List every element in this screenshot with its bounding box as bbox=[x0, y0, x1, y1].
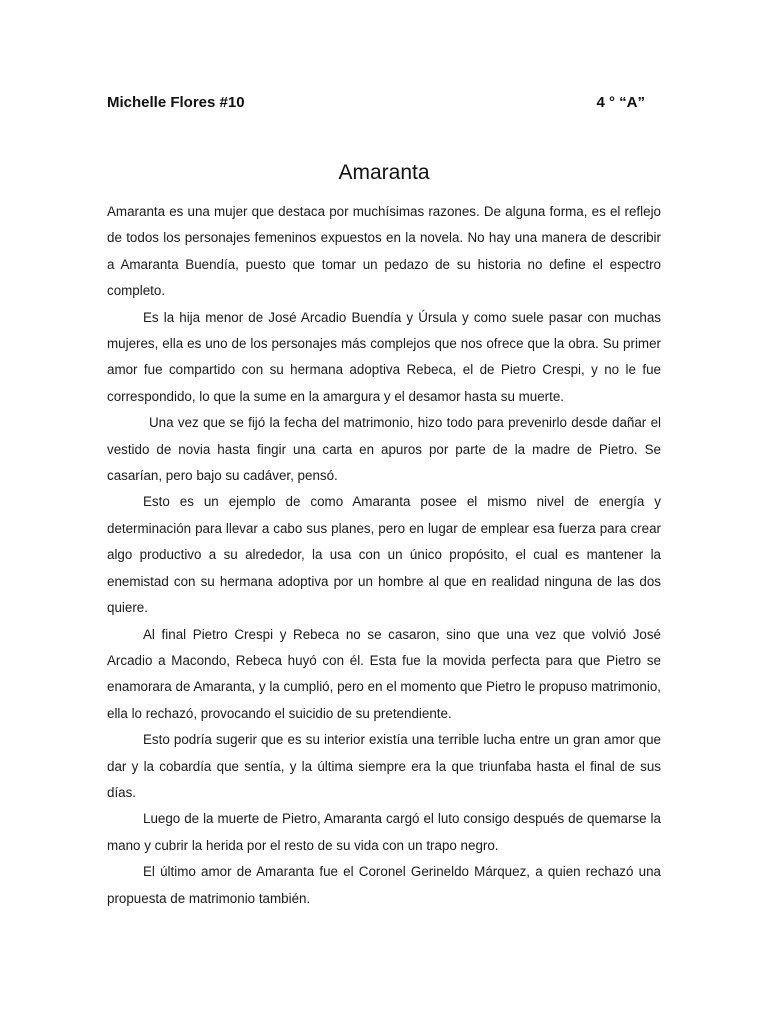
document-header bbox=[107, 94, 661, 118]
paragraph-3: Una vez que se fijó la fecha del matrimonio, hizo todo para prevenirlo desde dañar el vestido de novia hasta fingir una carta en apuros por parte de la madre de Pietro. Se casarían, pero bajo su cadáver, pensó. bbox=[107, 415, 661, 484]
paragraph-1: Amaranta es una mujer que destaca por muchísimas razones. De alguna forma, es el reflejo de todos los personajes femeninos expuestos en la novela. No hay una manera de describir a Amaranta Buendía, puesto que tomar un pedazo de su historia no define el espectro completo. bbox=[107, 204, 661, 299]
document-body bbox=[107, 199, 661, 912]
author-line: Michelle Flores #10 bbox=[107, 94, 245, 111]
paragraph-5: Al final Pietro Crespi y Rebeca no se casaron, sino que una vez que volvió José Arcadio a Macondo, Rebeca huyó con él. Esta fue la movida perfecta para que Pietro se enamorara de Amaranta, y la cumplió, pero en el momento que Pietro le propuso matrimonio, ella lo rechazó, provocando el suicidio de su pretendiente. bbox=[107, 626, 661, 721]
document-title: Amaranta bbox=[338, 161, 430, 184]
paragraph-2: Es la hija menor de José Arcadio Buendía y Úrsula y como suele pasar con muchas mujeres, ella es uno de los personajes más complejos que nos ofrece que la obra. Su primer amor fue compartido con su hermana adoptiva Rebeca, el de Pietro Crespi, y no le fue correspondido, lo que la sume en la amargura y el desamor hasta su muerte. bbox=[107, 309, 661, 404]
paragraph-7: Luego de la muerte de Pietro, Amaranta cargó el luto consigo después de quemarse la mano y cubrir la herida por el resto de su vida con un trapo negro. bbox=[107, 811, 661, 853]
paragraph-8: El último amor de Amaranta fue el Coronel Gerineldo Márquez, a quien rechazó una propuesta de matrimonio también. bbox=[107, 864, 661, 906]
grade-line: 4 ° “A” bbox=[596, 94, 645, 111]
paragraph-4: Esto es un ejemplo de como Amaranta posee el mismo nivel de energía y determinación para llevar a cabo sus planes, pero en lugar de emplear esa fuerza para crear algo productivo a su alrededor, la usa con un único propósito, el cual es mantener la enemistad con su hermana adoptiva por un hombre al que en realidad ninguna de las dos quiere. bbox=[107, 494, 661, 616]
paragraph-6: Esto podría sugerir que es su interior existía una terrible lucha entre un gran amor que dar y la cobardía que sentía, y la última siempre era la que triunfaba hasta el final de sus días. bbox=[107, 732, 661, 800]
